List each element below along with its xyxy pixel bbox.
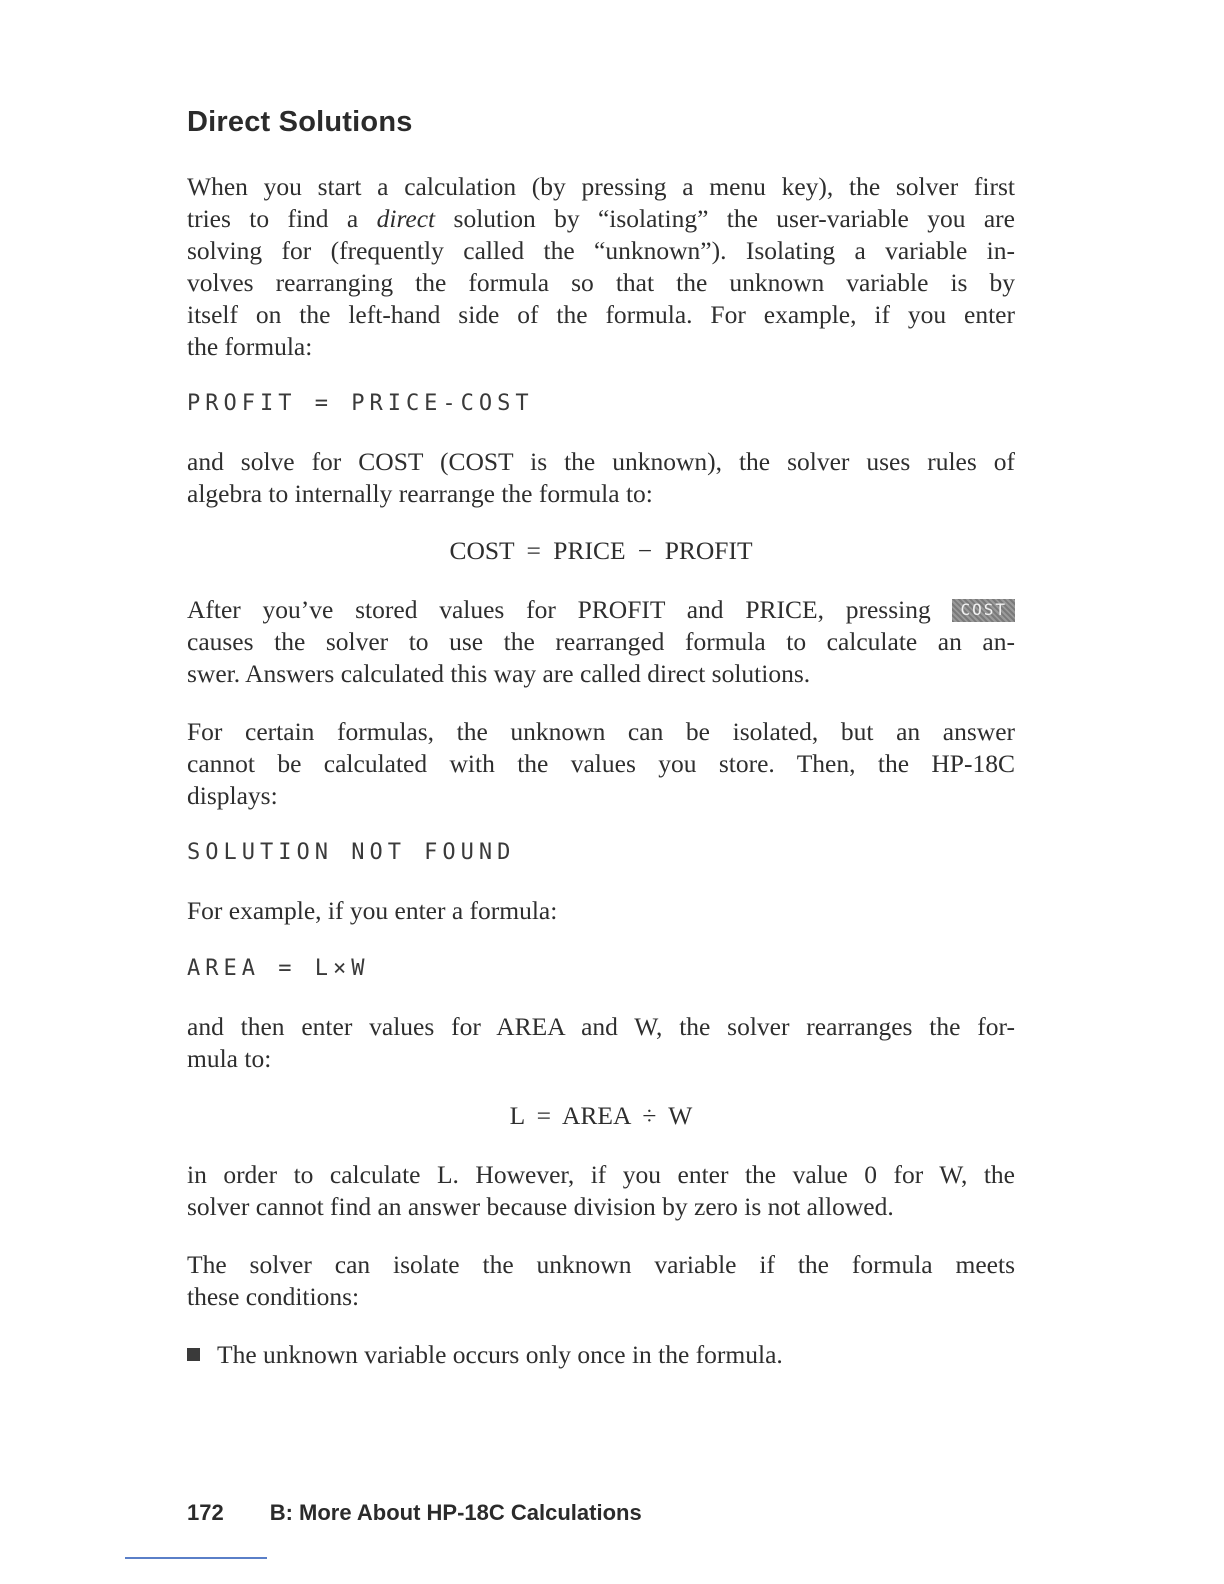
text-line: and solve for COST (COST is the unknown), the solver uses rules of xyxy=(187,447,1015,476)
condition-text: The unknown variable occurs only once in the formula. xyxy=(217,1340,783,1369)
text-line: and then enter values for AREA and W, the solver rearranges the for- xyxy=(187,1012,1015,1041)
paragraph-cannot-calculate xyxy=(187,716,1015,812)
page-number: 172 xyxy=(187,1500,224,1525)
text-line: solving for (frequently called the “unknown”). Isolating a variable in- xyxy=(187,236,1015,265)
emphasis-direct: direct xyxy=(376,204,436,233)
paragraph-solve-cost xyxy=(187,446,1015,510)
text-line: swer. Answers calculated this way are called direct solutions. xyxy=(187,659,811,688)
text-line: solver cannot find an answer because division by zero is not allowed. xyxy=(187,1192,894,1221)
paragraph-direct-intro xyxy=(187,171,1015,363)
equation-cost: COST = PRICE − PROFIT xyxy=(449,536,753,565)
section-heading: Direct Solutions xyxy=(187,106,413,138)
lcd-formula-area: AREA = L×W xyxy=(187,956,370,981)
paragraph-direct-solutions xyxy=(187,594,1015,690)
equation-length: L = AREA ÷ W xyxy=(509,1101,693,1130)
text-line: For example, if you enter a formula: xyxy=(187,896,558,925)
paragraph-conditions xyxy=(187,1249,1015,1313)
text-span: solution by “isolating” the user-variable you are xyxy=(435,204,1015,233)
text-span: tries to find a xyxy=(187,204,377,233)
scan-artifact-line xyxy=(125,1557,267,1559)
text-line: cannot be calculated with the values you store. Then, the HP-18C xyxy=(187,749,1015,778)
text-line xyxy=(187,594,1015,626)
paragraph-division-by-zero xyxy=(187,1159,1015,1223)
text-line: these conditions: xyxy=(187,1282,360,1311)
condition-list-item xyxy=(187,1339,1015,1371)
text-line: volves rearranging the formula so that the unknown variable is by xyxy=(187,268,1015,297)
text-line: itself on the left-hand side of the formula. For example, if you enter xyxy=(187,300,1015,329)
text-line: mula to: xyxy=(187,1044,272,1073)
text-line: causes the solver to use the rearranged formula to calculate an an- xyxy=(187,627,1015,656)
text-line: algebra to internally rearrange the formula to: xyxy=(187,479,653,508)
lcd-solution-not-found: SOLUTION NOT FOUND xyxy=(187,840,516,865)
text-line xyxy=(187,203,1015,235)
text-line: When you start a calculation (by pressing a menu key), the solver first xyxy=(187,172,1015,201)
page-footer xyxy=(187,1500,642,1526)
running-section-title: B: More About HP-18C Calculations xyxy=(269,1500,642,1525)
text-line: in order to calculate L. However, if you enter the value 0 for W, the xyxy=(187,1160,1015,1189)
lcd-formula-profit: PROFIT = PRICE-COST xyxy=(187,391,534,416)
text-line: The solver can isolate the unknown variable if the formula meets xyxy=(187,1250,1015,1279)
paragraph-example xyxy=(187,895,1015,927)
text-line: the formula: xyxy=(187,332,313,361)
text-span: After you’ve stored values for PROFIT and PRICE, pressing xyxy=(187,595,931,624)
text-line: displays: xyxy=(187,781,278,810)
paragraph-area-rearrange xyxy=(187,1011,1015,1075)
text-line: For certain formulas, the unknown can be isolated, but an answer xyxy=(187,717,1015,746)
cost-menu-key: COST xyxy=(952,599,1015,622)
square-bullet-icon xyxy=(187,1348,200,1361)
